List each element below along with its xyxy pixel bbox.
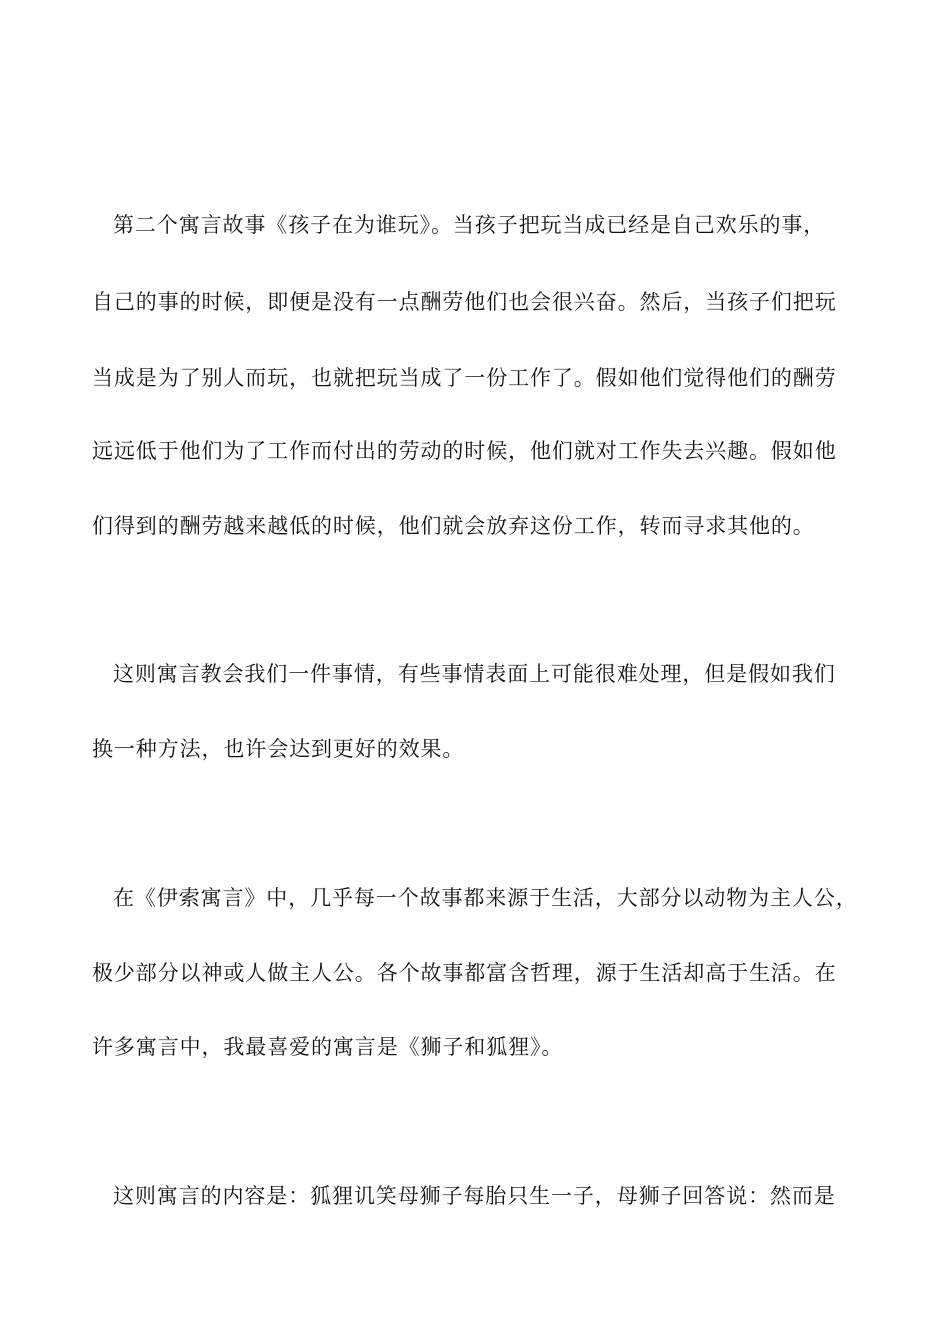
paragraph-2-line-1: 这则寓言教会我们一件事情，有些事情表面上可能很难处理，但是假如我们 xyxy=(113,662,836,686)
paragraph-1-line-2: 自己的事的时候，即便是没有一点酬劳他们也会很兴奋。然后，当孩子们把玩 xyxy=(92,290,837,314)
paragraph-3-line-3: 许多寓言中，我最喜爱的寓言是《狮子和狐狸》。 xyxy=(92,1035,564,1059)
paragraph-3-line-2: 极少部分以神或人做主人公。各个故事都富含哲理，源于生活却高于生活。在 xyxy=(92,961,837,985)
paragraph-3-line-1: 在《伊索寓言》中，几乎每一个故事都来源于生活，大部分以动物为主人公， xyxy=(113,886,858,910)
paragraph-1-line-1: 第二个寓言故事《孩子在为谁玩》。当孩子把玩当成已经是自己欢乐的事， xyxy=(113,213,826,237)
paragraph-1-line-4: 远远低于他们为了工作而付出的劳动的时候，他们就对工作失去兴趣。假如他 xyxy=(92,439,837,463)
paragraph-4-line-1: 这则寓言的内容是：狐狸讥笑母狮子每胎只生一子，母狮子回答说：然而是 xyxy=(113,1184,836,1208)
paragraph-1-line-5: 们得到的酬劳越来越低的时候，他们就会放弃这份工作，转而寻求其他的。 xyxy=(92,514,815,538)
paragraph-2-line-2: 换一种方法，也许会达到更好的效果。 xyxy=(92,737,465,761)
paragraph-1-line-3: 当成是为了别人而玩，也就把玩当成了一份工作了。假如他们觉得他们的酬劳 xyxy=(92,366,837,390)
